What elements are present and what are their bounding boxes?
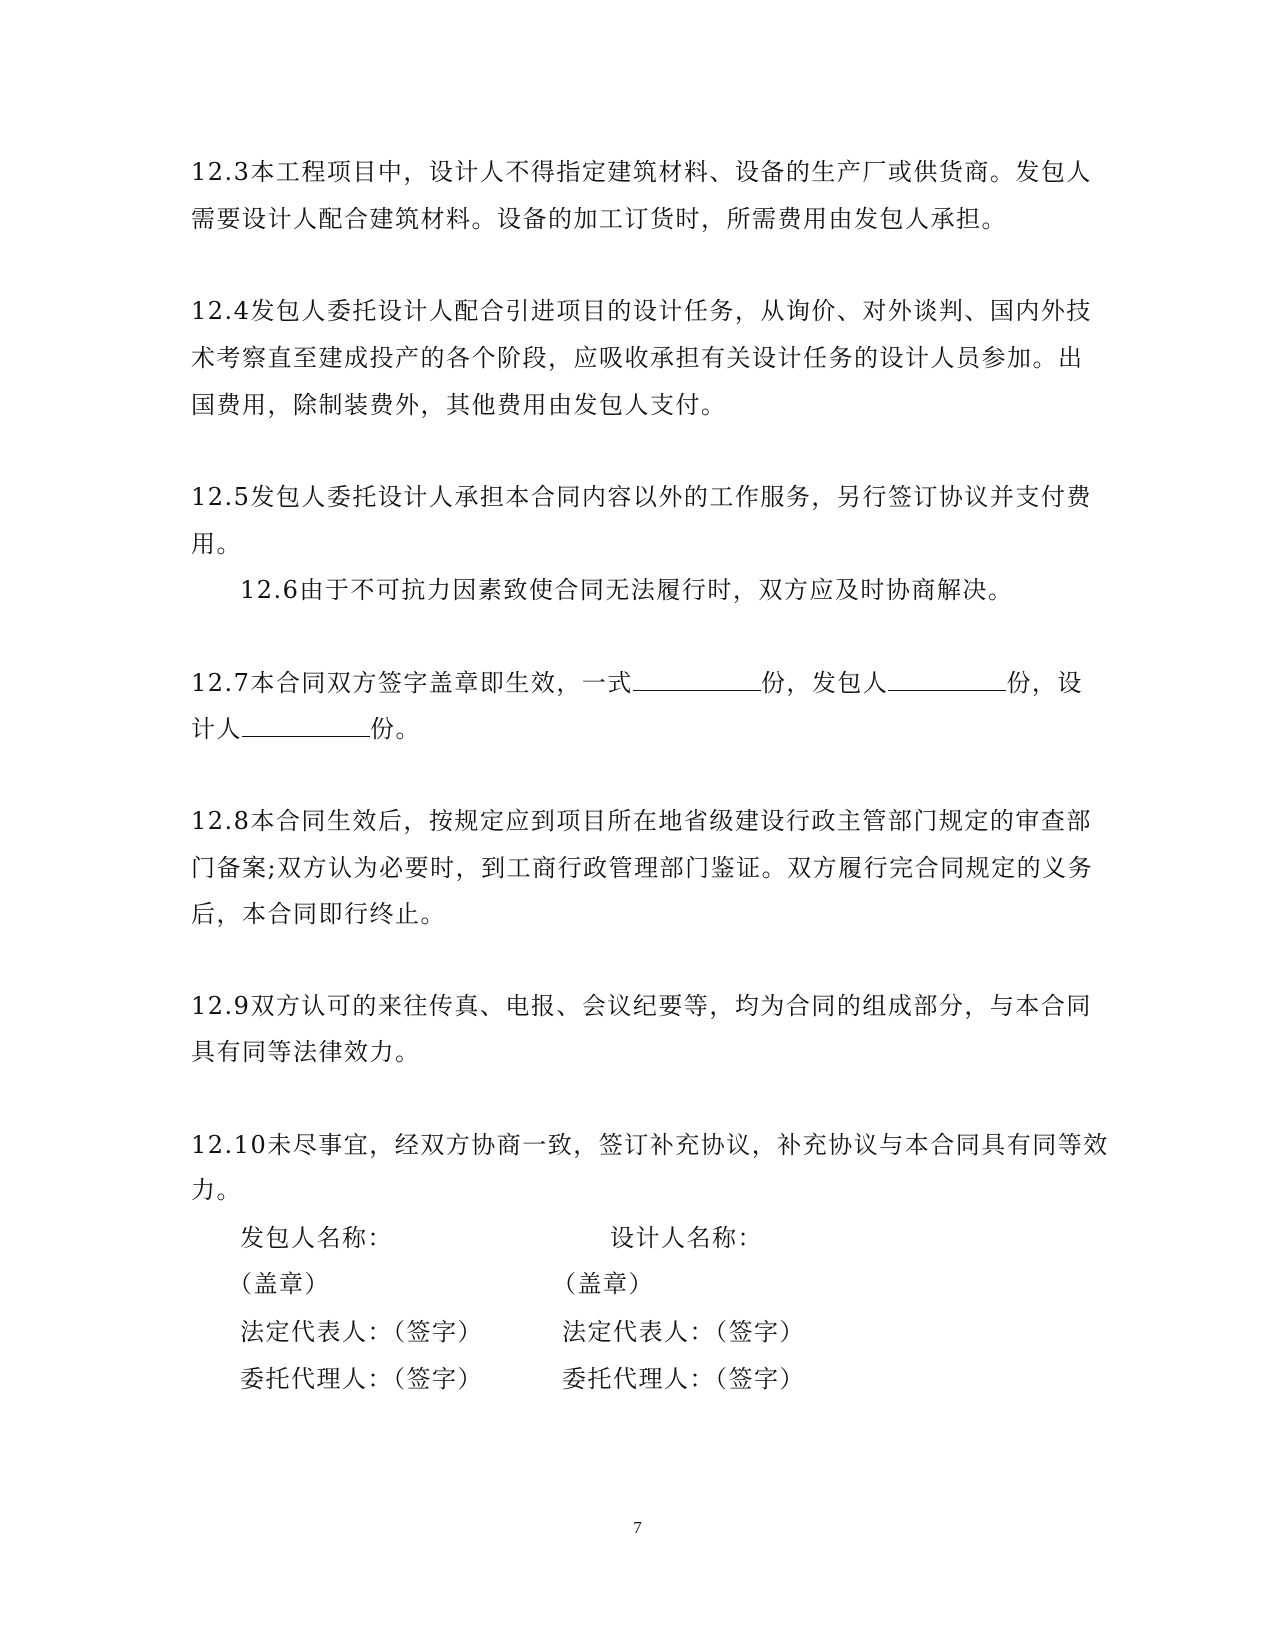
designer-legal-rep-label: 法定代表人：（签字）	[562, 1318, 805, 1346]
designer-seal-label: （盖章）	[552, 1270, 654, 1298]
designer-name-label: 设计人名称：	[610, 1224, 763, 1252]
employer-name-label: 发包人名称：	[240, 1224, 393, 1252]
clause-12-7-text-1: 12.7本合同双方签字盖章即生效，一式	[191, 669, 633, 697]
copies-total-blank	[633, 668, 761, 691]
clause-12-9-line-1: 12.9双方认可的来往传真、电报、会议纪要等，均为合同的组成部分，与本合同	[191, 992, 1092, 1020]
clause-12-8-line-3: 后，本合同即行终止。	[191, 900, 446, 928]
copies-designer-blank	[242, 714, 370, 737]
clause-12-7-line-1	[191, 659, 1083, 707]
designer-agent-label: 委托代理人：（签字）	[562, 1365, 805, 1393]
clause-12-8-line-2: 门备案;双方认为必要时，到工商行政管理部门鉴证。双方履行完合同规定的义务	[191, 854, 1094, 882]
clause-12-5-line-1: 12.5发包人委托设计人承担本合同内容以外的工作服务，另行签订协议并支付费	[191, 483, 1092, 511]
clause-12-7-text-4: 计人	[191, 715, 242, 743]
clause-12-10-line-2: 力。	[191, 1176, 242, 1204]
copies-employer-blank	[888, 668, 1006, 691]
clause-12-10-line-1: 12.10未尽事宜，经双方协商一致，签订补充协议，补充协议与本合同具有同等效	[191, 1131, 1109, 1159]
clause-12-3-line-1: 12.3本工程项目中，设计人不得指定建筑材料、设备的生产厂或供货商。发包人	[191, 158, 1092, 186]
clause-12-7-line-2	[191, 705, 421, 753]
clause-12-7-text-5: 份。	[370, 715, 421, 743]
clause-12-4-line-3: 国费用，除制装费外，其他费用由发包人支付。	[191, 391, 727, 419]
clause-12-4-line-1: 12.4发包人委托设计人配合引进项目的设计任务，从询价、对外谈判、国内外技	[191, 297, 1092, 325]
clause-12-5-line-2: 用。	[191, 530, 242, 558]
employer-agent-label: 委托代理人：（签字）	[240, 1365, 483, 1393]
clause-12-7-text-2: 份，发包人	[760, 669, 889, 697]
clause-12-9-line-2: 具有同等法律效力。	[191, 1038, 421, 1066]
clause-12-6-line-1: 12.6由于不可抗力因素致使合同无法履行时，双方应及时协商解决。	[240, 576, 1014, 604]
employer-seal-label: （盖章）	[228, 1270, 330, 1298]
clause-12-4-line-2: 术考察直至建成投产的各个阶段，应吸收承担有关设计任务的设计人员参加。出	[191, 344, 1084, 372]
clause-12-8-line-1: 12.8本合同生效后，按规定应到项目所在地省级建设行政主管部门规定的审查部	[191, 807, 1092, 835]
page-number: 7	[633, 1518, 642, 1537]
clause-12-3-line-2: 需要设计人配合建筑材料。设备的加工订货时，所需费用由发包人承担。	[191, 205, 1007, 233]
employer-legal-rep-label: 法定代表人：（签字）	[240, 1318, 483, 1346]
clause-12-7-text-3: 份，设	[1006, 669, 1083, 697]
